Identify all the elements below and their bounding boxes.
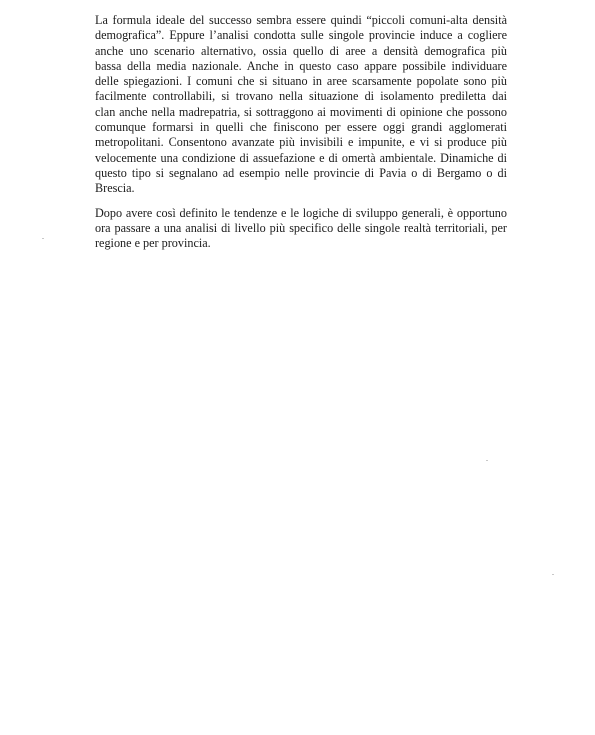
text-line: Dopo avere così definito le tendenze e le logiche di sviluppo generali, è opportuno	[95, 205, 507, 220]
text-line: questo tipo si segnalano ad esempio nelle provincie di Pavia o di Bergamo o di	[95, 165, 507, 180]
text-line: comunque formarsi in quelli che finiscono per essere oggi grandi agglomerati	[95, 120, 507, 135]
text-line: Brescia.	[95, 181, 135, 196]
text-line: La formula ideale del successo sembra essere quindi “piccoli comuni-alta densità	[95, 13, 507, 27]
scan-speck	[486, 460, 488, 461]
text-line: demografica”. Eppure l’analisi condotta sulle singole provincie induce a cogliere	[95, 28, 507, 43]
text-line: ora passare a una analisi di livello più specifico delle singole realtà territoriali, per	[95, 220, 507, 235]
text-line: bassa della media nazionale. Anche in questo caso appare possibile individuare	[95, 58, 507, 73]
text-line: anche uno scenario alternativo, ossia quello di aree a densità demografica più	[95, 43, 507, 58]
text-line: regione e per provincia.	[95, 236, 211, 251]
text-line: clan anche nella madrepatria, si sottraggono ai movimenti di opinione che possono	[95, 104, 507, 119]
text-line: velocemente una condizione di assuefazione e di omertà ambientale. Dinamiche di	[95, 150, 507, 165]
text-line: facilmente controllabili, si trovano nella situazione di isolamento prediletta dai	[95, 89, 507, 104]
paragraph-1	[95, 13, 507, 197]
paragraph-2	[95, 206, 507, 252]
text-line: metropolitani. Consentono avanzate più invisibili e impunite, e vi si produce più	[95, 135, 507, 150]
body-text	[95, 13, 507, 251]
scan-speck	[552, 574, 554, 575]
scan-speck	[42, 238, 44, 239]
text-line: delle spiegazioni. I comuni che si situano in aree scarsamente popolate sono più	[95, 74, 507, 89]
